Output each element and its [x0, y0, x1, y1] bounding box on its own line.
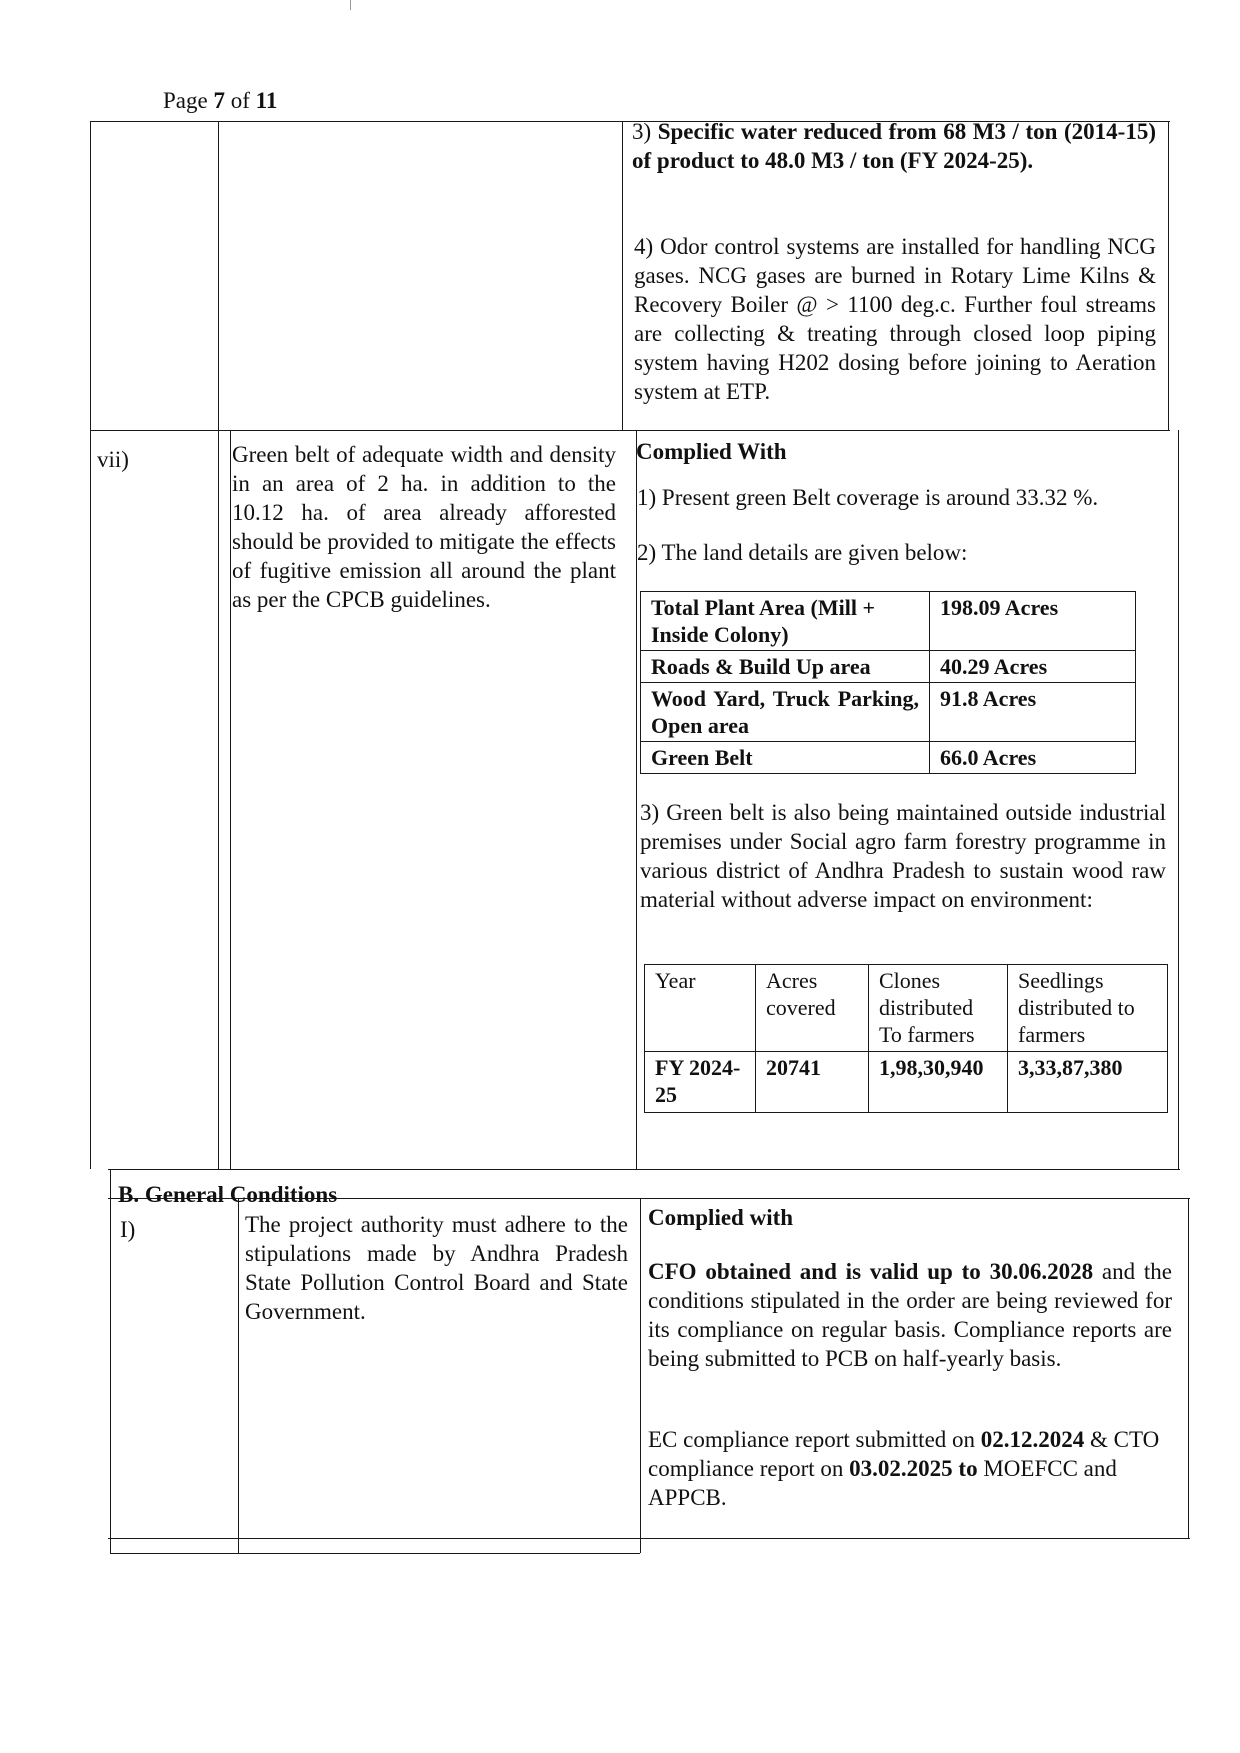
header-seedlings: Seedlings distributed to farmers	[1008, 965, 1168, 1052]
farm-forestry-table	[644, 964, 1168, 1113]
status-complied-with-b: Complied with	[648, 1205, 794, 1230]
compliance-report-paragraph	[648, 1425, 1178, 1512]
header-acres: Acres covered	[756, 965, 869, 1052]
land-details-table	[640, 591, 1136, 774]
page-total: 11	[255, 88, 278, 113]
social-forestry-para: 3) Green belt is also being maintained outside industrial premises under Social agro farm forestry programme in various district of Andhra Pradesh to sustain wood raw material without adverse impact on environment:	[640, 800, 1166, 912]
header-clones: Clones distributed To farmers	[869, 965, 1008, 1052]
cell-acres: 20741	[756, 1052, 869, 1113]
page-label-prefix: Page	[163, 88, 214, 113]
land-label: Wood Yard, Truck Parking, Open area	[641, 683, 930, 742]
table-row	[641, 592, 1136, 651]
land-value: 91.8 Acres	[930, 683, 1136, 742]
to-word: to	[952, 1456, 978, 1481]
page-current: 7	[213, 88, 225, 113]
land-value: 198.09 Acres	[930, 592, 1136, 651]
cto-text: & CTO compliance report on	[648, 1427, 1160, 1481]
table-row	[641, 683, 1136, 742]
recipients: MOEFCC and APPCB.	[648, 1456, 1117, 1510]
ec-date: 02.12.2024	[980, 1427, 1085, 1452]
table-row	[645, 965, 1168, 1052]
cell-clones: 1,98,30,940	[869, 1052, 1008, 1113]
odor-control-item: 4) Odor control systems are installed for handling NCG gases. NCG gases are burned in Rotary Lime Kilns & Recovery Boiler @ > 1100 deg.c. Further foul streams are collecting & treating through closed loop piping system having H202 dosing before joining to Aeration system at ETP.	[634, 234, 1156, 404]
scan-mark	[350, 0, 351, 10]
condition-adhere-stipulations: The project authority must adhere to the stipulations made by Andhra Pradesh State Pollution Control Board and State Government.	[245, 1212, 628, 1324]
cfo-validity: CFO obtained and is valid up to 30.06.2028	[648, 1259, 1094, 1284]
cfo-paragraph	[648, 1257, 1172, 1373]
land-details-intro: 2) The land details are given below:	[637, 540, 968, 565]
land-value: 66.0 Acres	[930, 742, 1136, 774]
table-row	[645, 1052, 1168, 1113]
cell-seedlings: 3,33,87,380	[1008, 1052, 1168, 1113]
cell-year: FY 2024-25	[645, 1052, 756, 1113]
section-heading-general-conditions: B. General Conditions	[118, 1182, 338, 1207]
water-item-number: 3)	[632, 119, 658, 144]
row-number-i: I)	[120, 1217, 136, 1242]
status-complied-with: Complied With	[636, 439, 787, 464]
page-label-mid: of	[224, 88, 256, 113]
land-label: Green Belt	[641, 742, 930, 774]
green-belt-coverage: 1) Present green Belt coverage is around 33.32 %.	[637, 485, 1099, 510]
land-label: Total Plant Area (Mill + Inside Colony)	[641, 592, 930, 651]
row-number-vii: vii)	[97, 447, 129, 472]
table-row	[641, 651, 1136, 683]
page-number	[163, 86, 277, 115]
land-value: 40.29 Acres	[930, 651, 1136, 683]
condition-green-belt: Green belt of adequate width and density in an area of 2 ha. in addition to the 10.12 ha. of area already afforested should be provided to mitigate the effects of fugitive emission all around the plant as per the CPCB guidelines.	[232, 442, 616, 612]
land-label: Roads & Build Up area	[641, 651, 930, 683]
cfo-details: and the conditions stipulated in the order are being reviewed for its compliance on regular basis. Compliance reports are being submitted to PCB on half-yearly basis.	[648, 1259, 1172, 1371]
ec-text: EC compliance report submitted on	[648, 1427, 981, 1452]
table-row	[641, 742, 1136, 774]
water-reduction-item	[632, 117, 1156, 175]
header-year: Year	[645, 965, 756, 1052]
cto-date: 03.02.2025	[849, 1456, 953, 1481]
water-item-text: Specific water reduced from 68 M3 / ton (2014-15) of product to 48.0 M3 / ton (FY 2024-25).	[632, 119, 1156, 173]
